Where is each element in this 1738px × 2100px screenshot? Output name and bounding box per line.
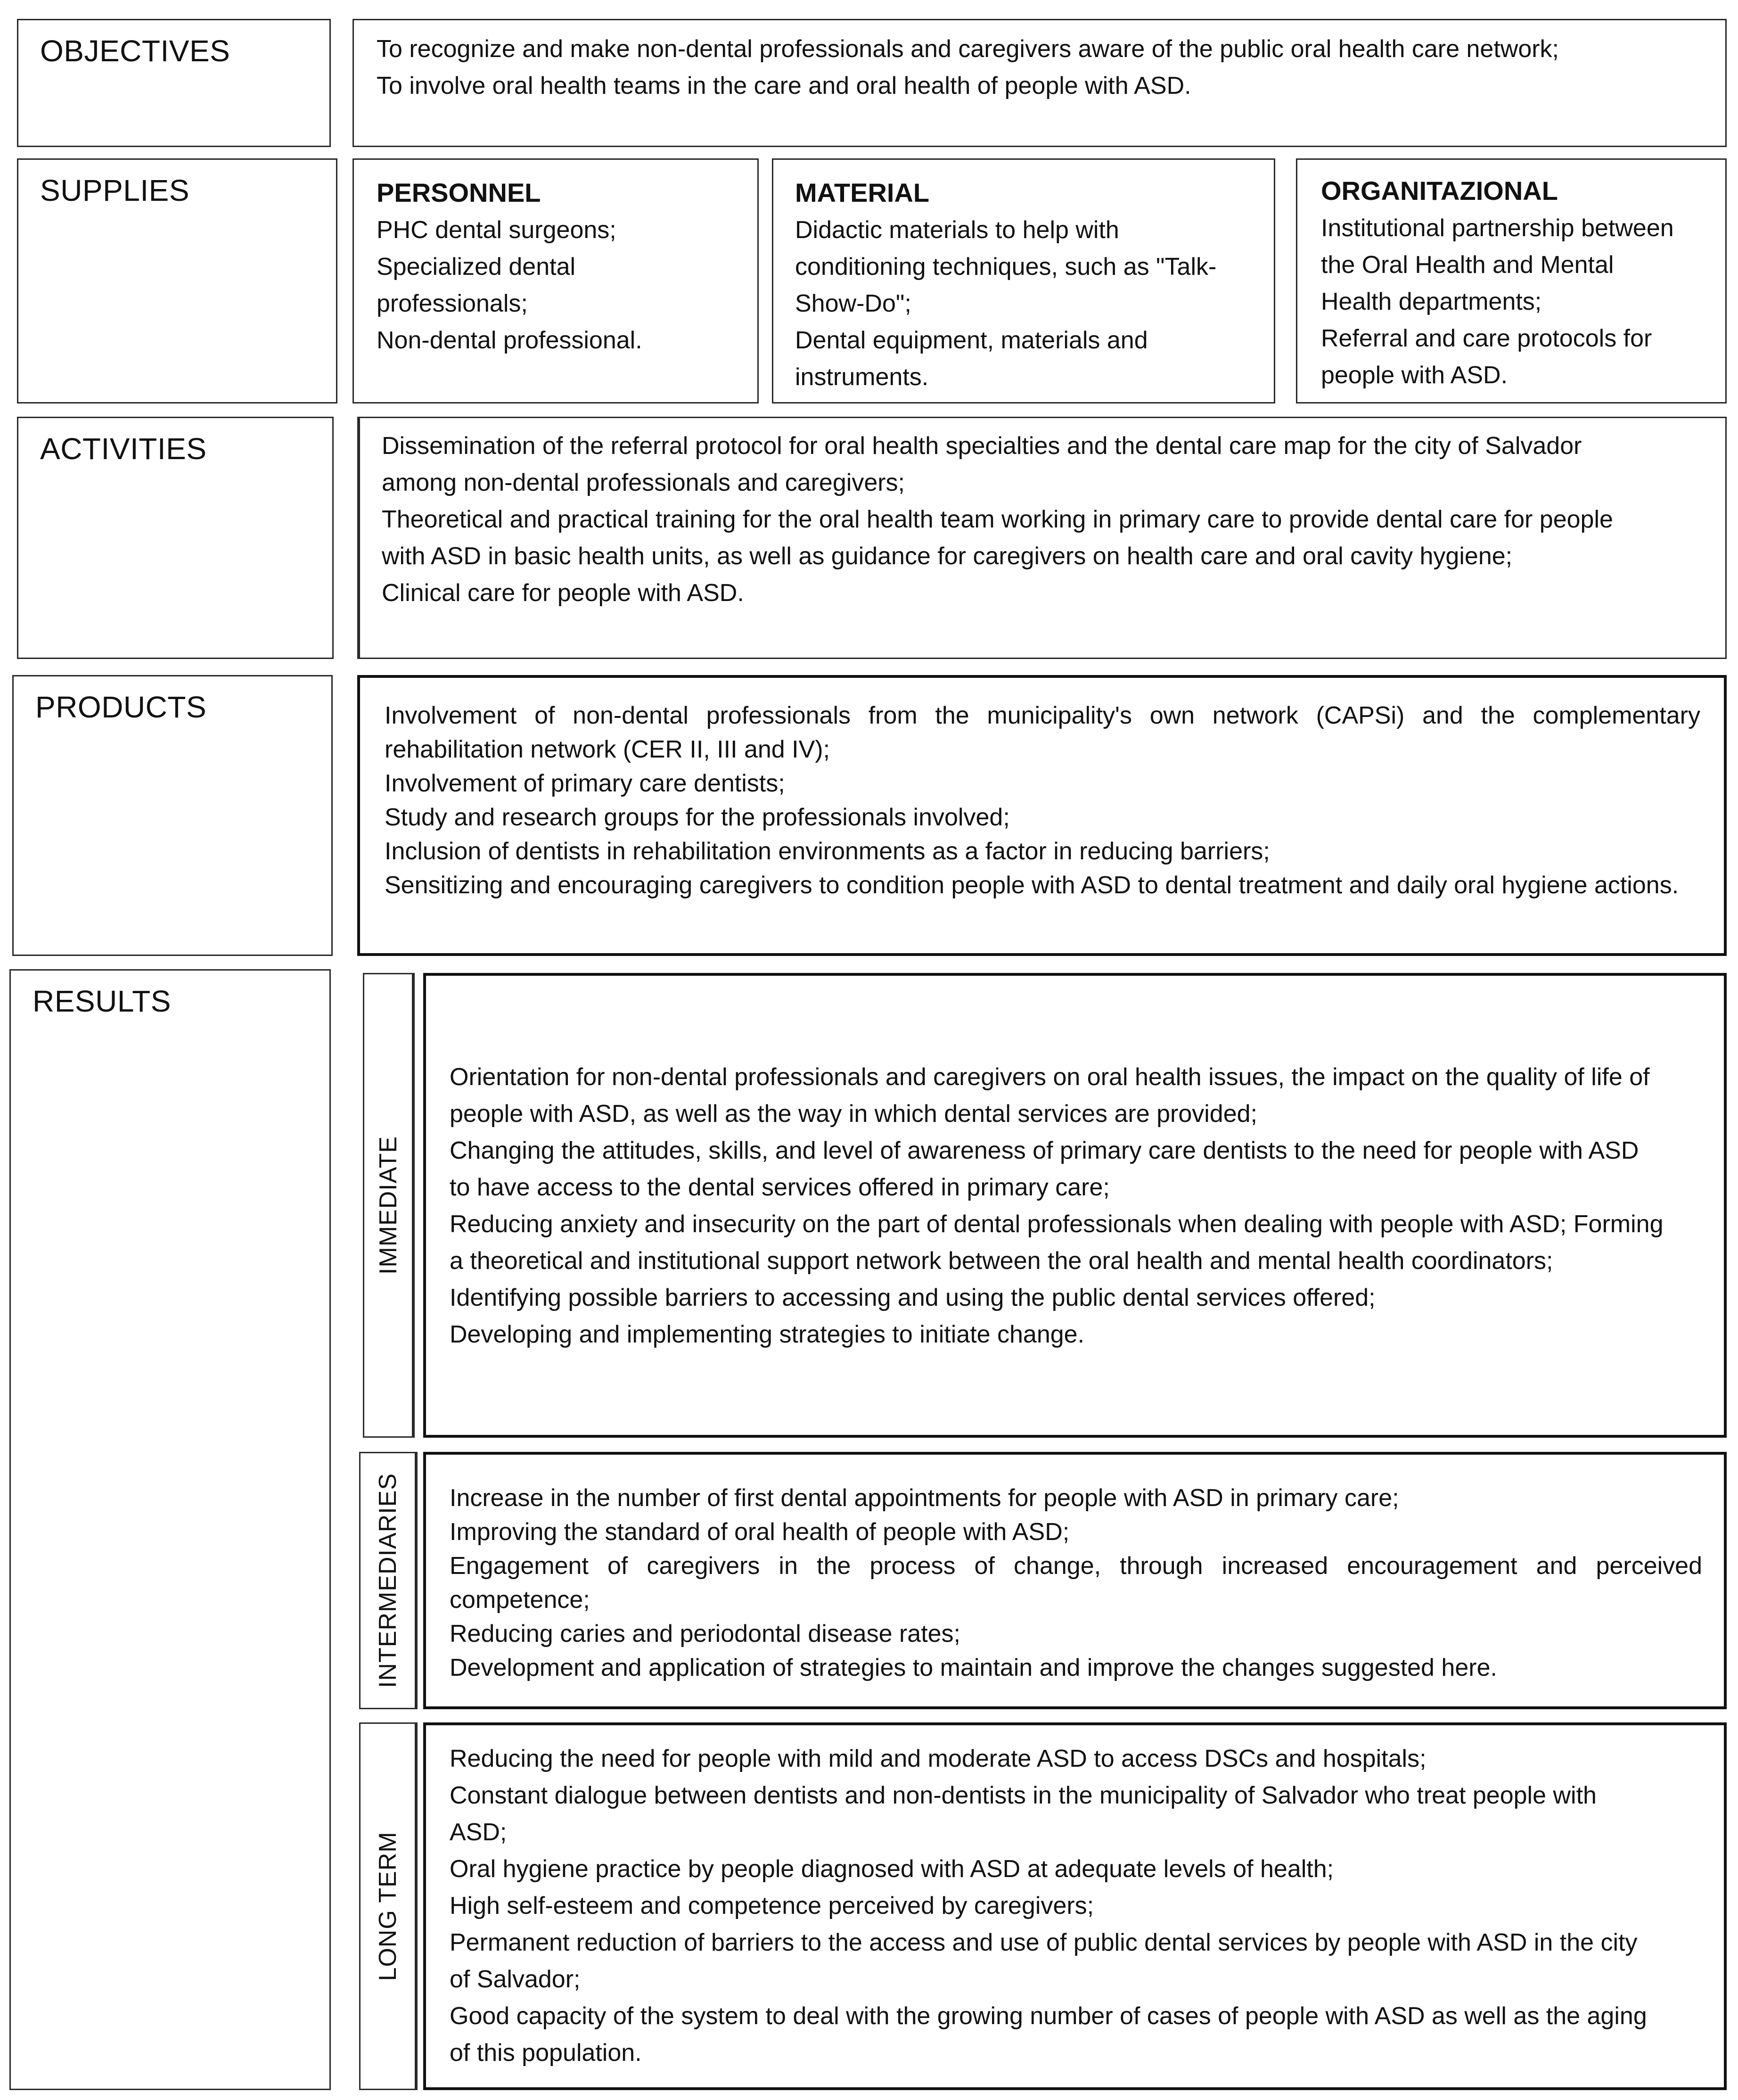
long-term-tab	[359, 1722, 418, 2090]
immediate-line: Reducing anxiety and insecurity on the part of dental professionals when dealing with people with ASD; Forming	[450, 1211, 1664, 1238]
long-term-content-box	[423, 1722, 1727, 2090]
immediate-line: Developing and implementing strategies to initiate change.	[450, 1321, 1085, 1348]
objectives-text	[354, 20, 1725, 104]
activity-line: among non-dental professionals and caregivers;	[382, 469, 905, 496]
personnel-line: Non-dental professional.	[377, 327, 642, 354]
immediate-line: Identifying possible barriers to accessing and using the public dental services offered;	[450, 1284, 1376, 1311]
product-item: Inclusion of dentists in rehabilitation environments as a factor in reducing barriers;	[385, 838, 1270, 865]
objectives-label-box	[17, 19, 331, 147]
intermediaries-item: Engagement of caregivers in the process of change, through increased encouragement and perceived competence;	[450, 1552, 1702, 1614]
long-term-line: High self-esteem and competence perceived by caregivers;	[450, 1892, 1094, 1919]
immediate-line: Orientation for non-dental professionals and caregivers on oral health issues, the impact on the quality of life of	[450, 1063, 1650, 1091]
material-line: Show-Do";	[795, 290, 911, 317]
objectives-label: OBJECTIVES	[40, 34, 230, 68]
long-term-line: of Salvador;	[450, 1966, 581, 1993]
personnel-line: PHC dental surgeons;	[377, 216, 616, 244]
intermediaries-content-box	[423, 1452, 1727, 1709]
organizational-line: Referral and care protocols for	[1321, 325, 1652, 352]
results-label: RESULTS	[33, 984, 171, 1018]
intermediaries-tab	[359, 1452, 418, 1709]
immediate-content-box	[423, 973, 1727, 1438]
activities-label: ACTIVITIES	[40, 432, 207, 466]
long-term-line: Reducing the need for people with mild and moderate ASD to access DSCs and hospitals;	[450, 1745, 1426, 1772]
objective-item: To involve oral health teams in the care and oral health of people with ASD.	[377, 72, 1191, 99]
objectives-content-box	[353, 19, 1727, 147]
activity-line: Dissemination of the referral protocol for oral health specialties and the dental care map for the city of Salvador	[382, 432, 1582, 460]
objective-item: To recognize and make non-dental professionals and caregivers aware of the public oral health care network;	[377, 35, 1559, 63]
intermediaries-item: Reducing caries and periodontal disease rates;	[450, 1620, 961, 1647]
material-line: conditioning techniques, such as "Talk-	[795, 253, 1217, 280]
personnel-line: professionals;	[377, 290, 528, 317]
activities-text	[360, 418, 1725, 611]
immediate-line: people with ASD, as well as the way in which dental services are provided;	[450, 1100, 1257, 1128]
immediate-text	[426, 976, 1724, 1353]
long-term-line: Permanent reduction of barriers to the access and use of public dental services by people with ASD in the city	[450, 1929, 1638, 1956]
immediate-line: to have access to the dental services offered in primary care;	[450, 1174, 1110, 1201]
intermediaries-item: Increase in the number of first dental appointments for people with ASD in primary care;	[450, 1484, 1399, 1512]
personnel-content	[354, 160, 757, 359]
material-line: instruments.	[795, 363, 929, 391]
material-content	[773, 160, 1274, 395]
activity-line: Theoretical and practical training for the oral health team working in primary care to provide dental care for people	[382, 506, 1613, 533]
supplies-material-box	[772, 158, 1275, 404]
personnel-line: Specialized dental	[377, 253, 576, 280]
organizational-line: Health departments;	[1321, 288, 1542, 315]
supplies-organizational-box	[1296, 158, 1727, 404]
activity-line: with ASD in basic health units, as well as guidance for caregivers on health care and oral cavity hygiene;	[382, 543, 1513, 570]
activities-label-box	[17, 417, 334, 659]
organizational-line: Institutional partnership between	[1321, 214, 1674, 242]
intermediaries-item: Improving the standard of oral health of people with ASD;	[450, 1518, 1070, 1546]
products-content-box	[357, 675, 1727, 956]
long-term-line: Constant dialogue between dentists and non-dentists in the municipality of Salvador who treat people with	[450, 1782, 1597, 1809]
long-term-line: Good capacity of the system to deal with the growing number of cases of people with ASD as well as the aging	[450, 2002, 1647, 2030]
results-label-box	[9, 969, 331, 2090]
intermediaries-text	[426, 1455, 1724, 1685]
intermediaries-item: Development and application of strategies to maintain and improve the changes suggested here.	[450, 1654, 1497, 1681]
material-line: Didactic materials to help with	[795, 216, 1119, 244]
long-term-line: Oral hygiene practice by people diagnosed with ASD at adequate levels of health;	[450, 1855, 1334, 1883]
material-title: MATERIAL	[795, 178, 930, 207]
immediate-line: Changing the attitudes, skills, and level of awareness of primary care dentists to the need for people with ASD	[450, 1137, 1639, 1164]
organizational-line: people with ASD.	[1321, 362, 1508, 389]
long-term-text	[426, 1725, 1724, 2071]
organizational-title: ORGANITAZIONAL	[1321, 176, 1558, 206]
products-label: PRODUCTS	[35, 690, 207, 724]
personnel-title: PERSONNEL	[377, 178, 541, 207]
products-text	[360, 678, 1724, 902]
product-item: Involvement of primary care dentists;	[385, 770, 785, 797]
long-term-line: of this population.	[450, 2039, 642, 2067]
product-item: Study and research groups for the professionals involved;	[385, 804, 1010, 831]
immediate-tab	[363, 973, 415, 1438]
products-label-box	[12, 675, 333, 956]
activities-content-box	[357, 417, 1727, 659]
immediate-label: IMMEDIATE	[374, 1136, 402, 1275]
product-item: Sensitizing and encouraging caregivers to condition people with ASD to dental treatment and daily oral hygiene actions.	[385, 872, 1679, 899]
organizational-line: the Oral Health and Mental	[1321, 251, 1614, 279]
long-term-label: LONG TERM	[374, 1831, 402, 1981]
supplies-label: SUPPLIES	[40, 173, 190, 207]
material-line: Dental equipment, materials and	[795, 327, 1148, 354]
supplies-label-box	[17, 158, 337, 404]
organizational-content	[1297, 160, 1725, 394]
activity-line: Clinical care for people with ASD.	[382, 579, 744, 607]
immediate-line: a theoretical and institutional support network between the oral health and mental health coordinators;	[450, 1247, 1553, 1275]
long-term-line: ASD;	[450, 1819, 507, 1846]
intermediaries-label: INTERMEDIARIES	[374, 1473, 402, 1688]
product-item: Involvement of non-dental professionals from the municipality's own network (CAPSi) and the complementary rehabilitation network (CER II, III and IV);	[385, 702, 1700, 763]
supplies-personnel-box	[353, 158, 759, 404]
